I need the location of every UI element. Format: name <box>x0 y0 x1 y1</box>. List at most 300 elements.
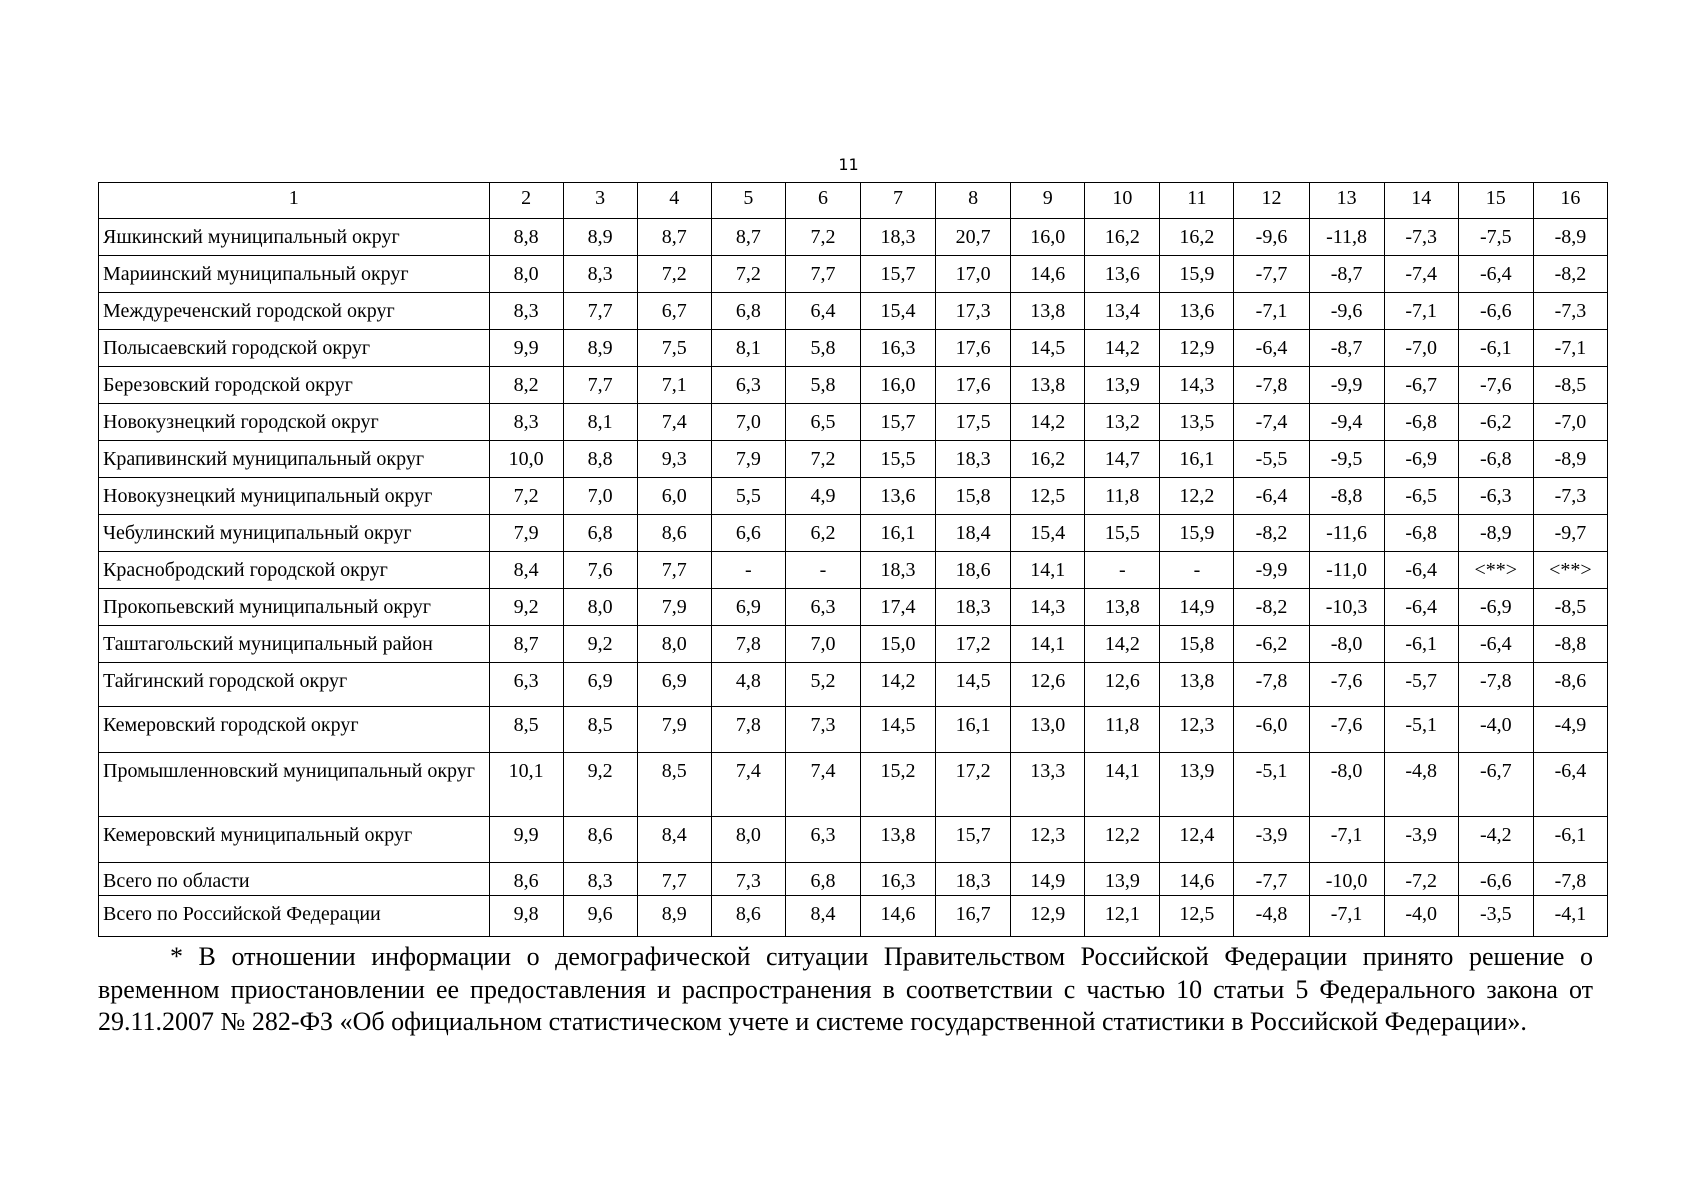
table-cell: -7,8 <box>1234 663 1309 707</box>
table-cell: 6,9 <box>711 589 785 626</box>
table-cell: -6,1 <box>1458 330 1533 367</box>
table-cell: 13,9 <box>1085 367 1160 404</box>
table-cell: 13,5 <box>1160 404 1234 441</box>
table-cell: 8,3 <box>563 863 637 896</box>
table-cell: -4,1 <box>1533 896 1607 937</box>
table-cell: 14,3 <box>1011 589 1085 626</box>
footnote: * В отношении информации о демографической ситуации Правительством Российской Федерации принято решение о временном приостановлении ее предоставления и распространения в соответствии с частью 10 статьи 5 Федерального закона от 29.11.2007 № 282-ФЗ «Об официальном статистическом учете и системе государственной статистики в Российской Федерации». <box>98 942 1593 1036</box>
table-cell: -8,5 <box>1533 367 1607 404</box>
table-cell: 7,9 <box>489 515 563 552</box>
table-cell: -11,6 <box>1309 515 1384 552</box>
table-cell: 18,3 <box>860 552 935 589</box>
table-row <box>99 256 1608 293</box>
table-cell: -4,2 <box>1458 817 1533 863</box>
table-cell: 8,6 <box>489 863 563 896</box>
table-cell: 14,5 <box>936 663 1011 707</box>
table-cell: 7,6 <box>563 552 637 589</box>
table-cell: -7,4 <box>1384 256 1458 293</box>
table-cell: 8,1 <box>711 330 785 367</box>
table-cell: 15,8 <box>936 478 1011 515</box>
table-cell: 8,9 <box>563 330 637 367</box>
table-cell: 6,7 <box>637 293 711 330</box>
table-cell: 6,0 <box>637 478 711 515</box>
table-cell: 12,5 <box>1011 478 1085 515</box>
table-cell: 7,7 <box>637 552 711 589</box>
table-cell: -8,8 <box>1533 626 1607 663</box>
table-cell: 17,3 <box>936 293 1011 330</box>
table-cell: 6,9 <box>637 663 711 707</box>
table-row <box>99 515 1608 552</box>
table-cell: -7,7 <box>1234 863 1309 896</box>
region-name: Всего по области <box>99 863 490 896</box>
table-cell: 15,8 <box>1160 626 1234 663</box>
table-cell: -4,0 <box>1384 896 1458 937</box>
table-cell: -7,2 <box>1384 863 1458 896</box>
table-cell: -6,6 <box>1458 293 1533 330</box>
table-cell: 7,3 <box>711 863 785 896</box>
region-name: Березовский городской округ <box>99 367 490 404</box>
table-cell: -7,6 <box>1309 663 1384 707</box>
table-cell: 14,2 <box>1011 404 1085 441</box>
region-name: Таштагольский муниципальный район <box>99 626 490 663</box>
table-cell: 6,3 <box>785 589 860 626</box>
table-row <box>99 552 1608 589</box>
table-cell: 9,8 <box>489 896 563 937</box>
table-cell: 7,9 <box>711 441 785 478</box>
table-cell: 15,4 <box>1011 515 1085 552</box>
table-cell: 12,2 <box>1160 478 1234 515</box>
table-cell: 13,4 <box>1085 293 1160 330</box>
table-cell: 7,4 <box>785 753 860 817</box>
table-cell: -6,0 <box>1234 707 1309 753</box>
table-cell: 13,6 <box>1160 293 1234 330</box>
table-cell: 6,2 <box>785 515 860 552</box>
table-cell: -7,3 <box>1384 219 1458 256</box>
region-name: Кемеровский городской округ <box>99 707 490 753</box>
table-cell: 8,0 <box>711 817 785 863</box>
table-cell: 5,2 <box>785 663 860 707</box>
table-cell: 12,9 <box>1011 896 1085 937</box>
table-cell: 18,3 <box>860 219 935 256</box>
table-cell: -6,2 <box>1458 404 1533 441</box>
table-cell: 13,8 <box>1085 589 1160 626</box>
table-row <box>99 367 1608 404</box>
table-cell: -3,5 <box>1458 896 1533 937</box>
table-cell: -8,9 <box>1533 441 1607 478</box>
table-cell: 16,0 <box>860 367 935 404</box>
table-cell: -5,5 <box>1234 441 1309 478</box>
region-name: Яшкинский муниципальный округ <box>99 219 490 256</box>
table-cell: 6,6 <box>711 515 785 552</box>
table-cell: -8,0 <box>1309 626 1384 663</box>
table-cell: 8,0 <box>563 589 637 626</box>
table-cell: 9,9 <box>489 330 563 367</box>
table-row <box>99 404 1608 441</box>
table-cell: 7,1 <box>637 367 711 404</box>
table-cell: - <box>785 552 860 589</box>
table-cell: 8,5 <box>489 707 563 753</box>
table-cell: 5,5 <box>711 478 785 515</box>
table-cell: 15,2 <box>860 753 935 817</box>
table-cell: -11,8 <box>1309 219 1384 256</box>
table-cell: -6,7 <box>1384 367 1458 404</box>
table-cell: 4,8 <box>711 663 785 707</box>
table-cell: -6,1 <box>1533 817 1607 863</box>
table-cell: <**> <box>1458 552 1533 589</box>
table-row <box>99 293 1608 330</box>
table-cell: 8,8 <box>489 219 563 256</box>
table-cell: 17,0 <box>936 256 1011 293</box>
table-cell: 7,2 <box>785 441 860 478</box>
table-cell: 15,7 <box>860 256 935 293</box>
table-cell: -7,8 <box>1458 663 1533 707</box>
table-cell: -3,9 <box>1234 817 1309 863</box>
table-cell: -9,7 <box>1533 515 1607 552</box>
table-cell: <**> <box>1533 552 1607 589</box>
table-cell: -6,8 <box>1458 441 1533 478</box>
table-cell: 8,4 <box>785 896 860 937</box>
table-cell: 5,8 <box>785 330 860 367</box>
table-cell: -7,1 <box>1533 330 1607 367</box>
table-cell: 12,1 <box>1085 896 1160 937</box>
table-cell: 16,1 <box>1160 441 1234 478</box>
table-cell: -9,9 <box>1309 367 1384 404</box>
table-cell: 13,3 <box>1011 753 1085 817</box>
table-cell: -6,8 <box>1384 404 1458 441</box>
table-row <box>99 663 1608 707</box>
table-cell: 15,9 <box>1160 256 1234 293</box>
table-cell: -6,8 <box>1384 515 1458 552</box>
table-cell: -6,4 <box>1458 626 1533 663</box>
table-cell: 16,1 <box>936 707 1011 753</box>
table-cell: -7,1 <box>1384 293 1458 330</box>
table-cell: 14,2 <box>860 663 935 707</box>
table-cell: -4,8 <box>1234 896 1309 937</box>
table-cell: 6,9 <box>563 663 637 707</box>
table-cell: -7,1 <box>1309 896 1384 937</box>
table-row <box>99 441 1608 478</box>
table-cell: 6,5 <box>785 404 860 441</box>
table-cell: 14,5 <box>1011 330 1085 367</box>
table-cell: -6,2 <box>1234 626 1309 663</box>
table-cell: -8,5 <box>1533 589 1607 626</box>
table-cell: -8,9 <box>1533 219 1607 256</box>
table-cell: -6,4 <box>1384 589 1458 626</box>
table-cell: -3,9 <box>1384 817 1458 863</box>
table-cell: 8,7 <box>489 626 563 663</box>
table-cell: 14,1 <box>1011 552 1085 589</box>
region-name: Мариинский муниципальный округ <box>99 256 490 293</box>
table-row <box>99 330 1608 367</box>
table-cell: 9,3 <box>637 441 711 478</box>
region-name: Новокузнецкий городской округ <box>99 404 490 441</box>
table-cell: 7,0 <box>711 404 785 441</box>
table-cell: 7,7 <box>637 863 711 896</box>
table-cell: 17,4 <box>860 589 935 626</box>
table-cell: 15,5 <box>1085 515 1160 552</box>
table-cell: -8,7 <box>1309 256 1384 293</box>
region-name: Междуреченский городской округ <box>99 293 490 330</box>
table-cell: 12,6 <box>1011 663 1085 707</box>
table-cell: 8,0 <box>637 626 711 663</box>
table-cell: 4,9 <box>785 478 860 515</box>
table-cell: -5,7 <box>1384 663 1458 707</box>
table-cell: 8,5 <box>637 753 711 817</box>
table-cell: 15,0 <box>860 626 935 663</box>
table-cell: 8,4 <box>489 552 563 589</box>
table-cell: 10,0 <box>489 441 563 478</box>
table-cell: -7,3 <box>1533 478 1607 515</box>
table-cell: 16,7 <box>936 896 1011 937</box>
table-cell: -10,3 <box>1309 589 1384 626</box>
table-cell: 18,3 <box>936 589 1011 626</box>
table-cell: 7,5 <box>637 330 711 367</box>
column-header: 3 <box>563 183 637 219</box>
table-cell: 16,2 <box>1011 441 1085 478</box>
table-cell: 12,4 <box>1160 817 1234 863</box>
table-cell: 5,8 <box>785 367 860 404</box>
table-cell: 18,3 <box>936 863 1011 896</box>
table-cell: 15,4 <box>860 293 935 330</box>
table-cell: 17,2 <box>936 753 1011 817</box>
table-cell: 8,9 <box>637 896 711 937</box>
table-cell: 13,0 <box>1011 707 1085 753</box>
table-cell: 15,7 <box>860 404 935 441</box>
table-row <box>99 707 1608 753</box>
table-cell: 16,3 <box>860 330 935 367</box>
column-header: 7 <box>860 183 935 219</box>
table-cell: -4,0 <box>1458 707 1533 753</box>
column-header: 13 <box>1309 183 1384 219</box>
table-row <box>99 817 1608 863</box>
table-row <box>99 478 1608 515</box>
table-cell: 14,6 <box>860 896 935 937</box>
table-cell: 16,1 <box>860 515 935 552</box>
table-cell: -6,7 <box>1458 753 1533 817</box>
table-cell: 7,4 <box>637 404 711 441</box>
table-cell: -6,5 <box>1384 478 1458 515</box>
table-cell: 8,0 <box>489 256 563 293</box>
table-cell: -4,8 <box>1384 753 1458 817</box>
table-cell: 18,3 <box>936 441 1011 478</box>
table-cell: -9,6 <box>1309 293 1384 330</box>
table-cell: 14,9 <box>1011 863 1085 896</box>
table-cell: 9,2 <box>489 589 563 626</box>
column-header: 16 <box>1533 183 1607 219</box>
table-cell: -9,4 <box>1309 404 1384 441</box>
table-cell: 13,9 <box>1160 753 1234 817</box>
table-cell: -8,8 <box>1309 478 1384 515</box>
table-cell: 12,9 <box>1160 330 1234 367</box>
table-row <box>99 863 1608 896</box>
table-cell: 7,9 <box>637 707 711 753</box>
table-cell: 8,6 <box>711 896 785 937</box>
region-name: Кемеровский муниципальный округ <box>99 817 490 863</box>
table-cell: -4,9 <box>1533 707 1607 753</box>
table-cell: -7,6 <box>1458 367 1533 404</box>
table-cell: 7,2 <box>711 256 785 293</box>
table-cell: 14,1 <box>1085 753 1160 817</box>
table-cell: -9,6 <box>1234 219 1309 256</box>
table-cell: 7,0 <box>563 478 637 515</box>
region-name: Полысаевский городской округ <box>99 330 490 367</box>
column-header: 10 <box>1085 183 1160 219</box>
table-cell: 16,2 <box>1085 219 1160 256</box>
table-cell: 14,6 <box>1160 863 1234 896</box>
region-name: Прокопьевский муниципальный округ <box>99 589 490 626</box>
table-cell: -7,1 <box>1234 293 1309 330</box>
table-cell: 12,6 <box>1085 663 1160 707</box>
table-cell: 18,4 <box>936 515 1011 552</box>
table-cell: 13,6 <box>1085 256 1160 293</box>
column-header: 8 <box>936 183 1011 219</box>
table-cell: 18,6 <box>936 552 1011 589</box>
table-cell: 14,5 <box>860 707 935 753</box>
table-cell: -8,7 <box>1309 330 1384 367</box>
table-cell: 14,1 <box>1011 626 1085 663</box>
table-row <box>99 589 1608 626</box>
table-cell: 9,9 <box>489 817 563 863</box>
table-cell: 15,5 <box>860 441 935 478</box>
table-row <box>99 753 1608 817</box>
table-cell: -7,1 <box>1309 817 1384 863</box>
table-cell: -7,4 <box>1234 404 1309 441</box>
table-cell: 8,5 <box>563 707 637 753</box>
table-cell: -7,0 <box>1384 330 1458 367</box>
table-cell: 7,3 <box>785 707 860 753</box>
table-cell: -6,6 <box>1458 863 1533 896</box>
table-cell: - <box>711 552 785 589</box>
table-cell: -6,4 <box>1234 330 1309 367</box>
table-cell: 9,2 <box>563 753 637 817</box>
column-header: 14 <box>1384 183 1458 219</box>
table-cell: 12,5 <box>1160 896 1234 937</box>
column-header: 2 <box>489 183 563 219</box>
region-name: Промышленновский муниципальный округ <box>99 753 490 817</box>
table-cell: -8,0 <box>1309 753 1384 817</box>
table-cell: -10,0 <box>1309 863 1384 896</box>
table-cell: 8,3 <box>489 293 563 330</box>
table-cell: 13,2 <box>1085 404 1160 441</box>
table-cell: 7,8 <box>711 626 785 663</box>
table-cell: 7,2 <box>489 478 563 515</box>
table-cell: -7,8 <box>1533 863 1607 896</box>
table-cell: -6,4 <box>1458 256 1533 293</box>
region-name: Чебулинский муниципальный округ <box>99 515 490 552</box>
table-cell: -5,1 <box>1234 753 1309 817</box>
table-cell: 17,5 <box>936 404 1011 441</box>
table-cell: -6,9 <box>1384 441 1458 478</box>
table-cell: -8,2 <box>1234 589 1309 626</box>
table-cell: 8,1 <box>563 404 637 441</box>
region-name: Новокузнецкий муниципальный округ <box>99 478 490 515</box>
table-cell: 9,6 <box>563 896 637 937</box>
table-cell: -6,3 <box>1458 478 1533 515</box>
table-cell: -6,1 <box>1384 626 1458 663</box>
table-cell: -9,9 <box>1234 552 1309 589</box>
table-cell: 14,2 <box>1085 330 1160 367</box>
table-cell: 17,6 <box>936 330 1011 367</box>
table-row <box>99 219 1608 256</box>
column-header: 11 <box>1160 183 1234 219</box>
table-cell: -7,8 <box>1234 367 1309 404</box>
table-cell: 15,7 <box>936 817 1011 863</box>
region-name: Крапивинский муниципальный округ <box>99 441 490 478</box>
table-cell: -7,7 <box>1234 256 1309 293</box>
table-cell: 8,4 <box>637 817 711 863</box>
table-cell: 8,8 <box>563 441 637 478</box>
page-number: 11 <box>838 155 859 174</box>
table-cell: 7,9 <box>637 589 711 626</box>
table-cell: -7,0 <box>1533 404 1607 441</box>
table-cell: 7,2 <box>637 256 711 293</box>
table-cell: -5,1 <box>1384 707 1458 753</box>
column-header: 6 <box>785 183 860 219</box>
column-header: 12 <box>1234 183 1309 219</box>
table-cell: 14,6 <box>1011 256 1085 293</box>
table-cell: - <box>1160 552 1234 589</box>
column-header: 4 <box>637 183 711 219</box>
table-cell: -6,4 <box>1533 753 1607 817</box>
column-header: 1 <box>99 183 490 219</box>
table-cell: 6,8 <box>785 863 860 896</box>
table-cell: -8,6 <box>1533 663 1607 707</box>
table-cell: 7,2 <box>785 219 860 256</box>
table-cell: 7,7 <box>563 367 637 404</box>
table-cell: 6,3 <box>711 367 785 404</box>
table-cell: 7,7 <box>785 256 860 293</box>
table-cell: 13,9 <box>1085 863 1160 896</box>
table-cell: 11,8 <box>1085 707 1160 753</box>
column-header: 5 <box>711 183 785 219</box>
table-cell: 7,8 <box>711 707 785 753</box>
table-cell: -8,2 <box>1533 256 1607 293</box>
table-cell: 6,3 <box>489 663 563 707</box>
table-cell: 17,2 <box>936 626 1011 663</box>
table-cell: -6,9 <box>1458 589 1533 626</box>
table-cell: 6,8 <box>711 293 785 330</box>
table-cell: -6,4 <box>1234 478 1309 515</box>
table-cell: 8,3 <box>489 404 563 441</box>
table-cell: 16,0 <box>1011 219 1085 256</box>
table-cell: 6,4 <box>785 293 860 330</box>
table-cell: 13,6 <box>860 478 935 515</box>
table-cell: -8,2 <box>1234 515 1309 552</box>
table-cell: 14,3 <box>1160 367 1234 404</box>
table-cell: 8,9 <box>563 219 637 256</box>
region-name: Тайгинский городской округ <box>99 663 490 707</box>
column-header: 15 <box>1458 183 1533 219</box>
table-cell: 12,2 <box>1085 817 1160 863</box>
table-cell: 13,8 <box>1160 663 1234 707</box>
table-cell: -8,9 <box>1458 515 1533 552</box>
table-cell: -7,6 <box>1309 707 1384 753</box>
table-cell: 6,3 <box>785 817 860 863</box>
table-cell: -9,5 <box>1309 441 1384 478</box>
table-cell: 17,6 <box>936 367 1011 404</box>
table-cell: 7,4 <box>711 753 785 817</box>
statistics-table <box>98 182 1608 937</box>
table-row <box>99 626 1608 663</box>
table-cell: 16,3 <box>860 863 935 896</box>
table-cell: 13,8 <box>1011 367 1085 404</box>
table-cell: 16,2 <box>1160 219 1234 256</box>
table-cell: 20,7 <box>936 219 1011 256</box>
table-row <box>99 896 1608 937</box>
table-cell: -6,4 <box>1384 552 1458 589</box>
table-cell: 7,0 <box>785 626 860 663</box>
table-cell: 7,7 <box>563 293 637 330</box>
